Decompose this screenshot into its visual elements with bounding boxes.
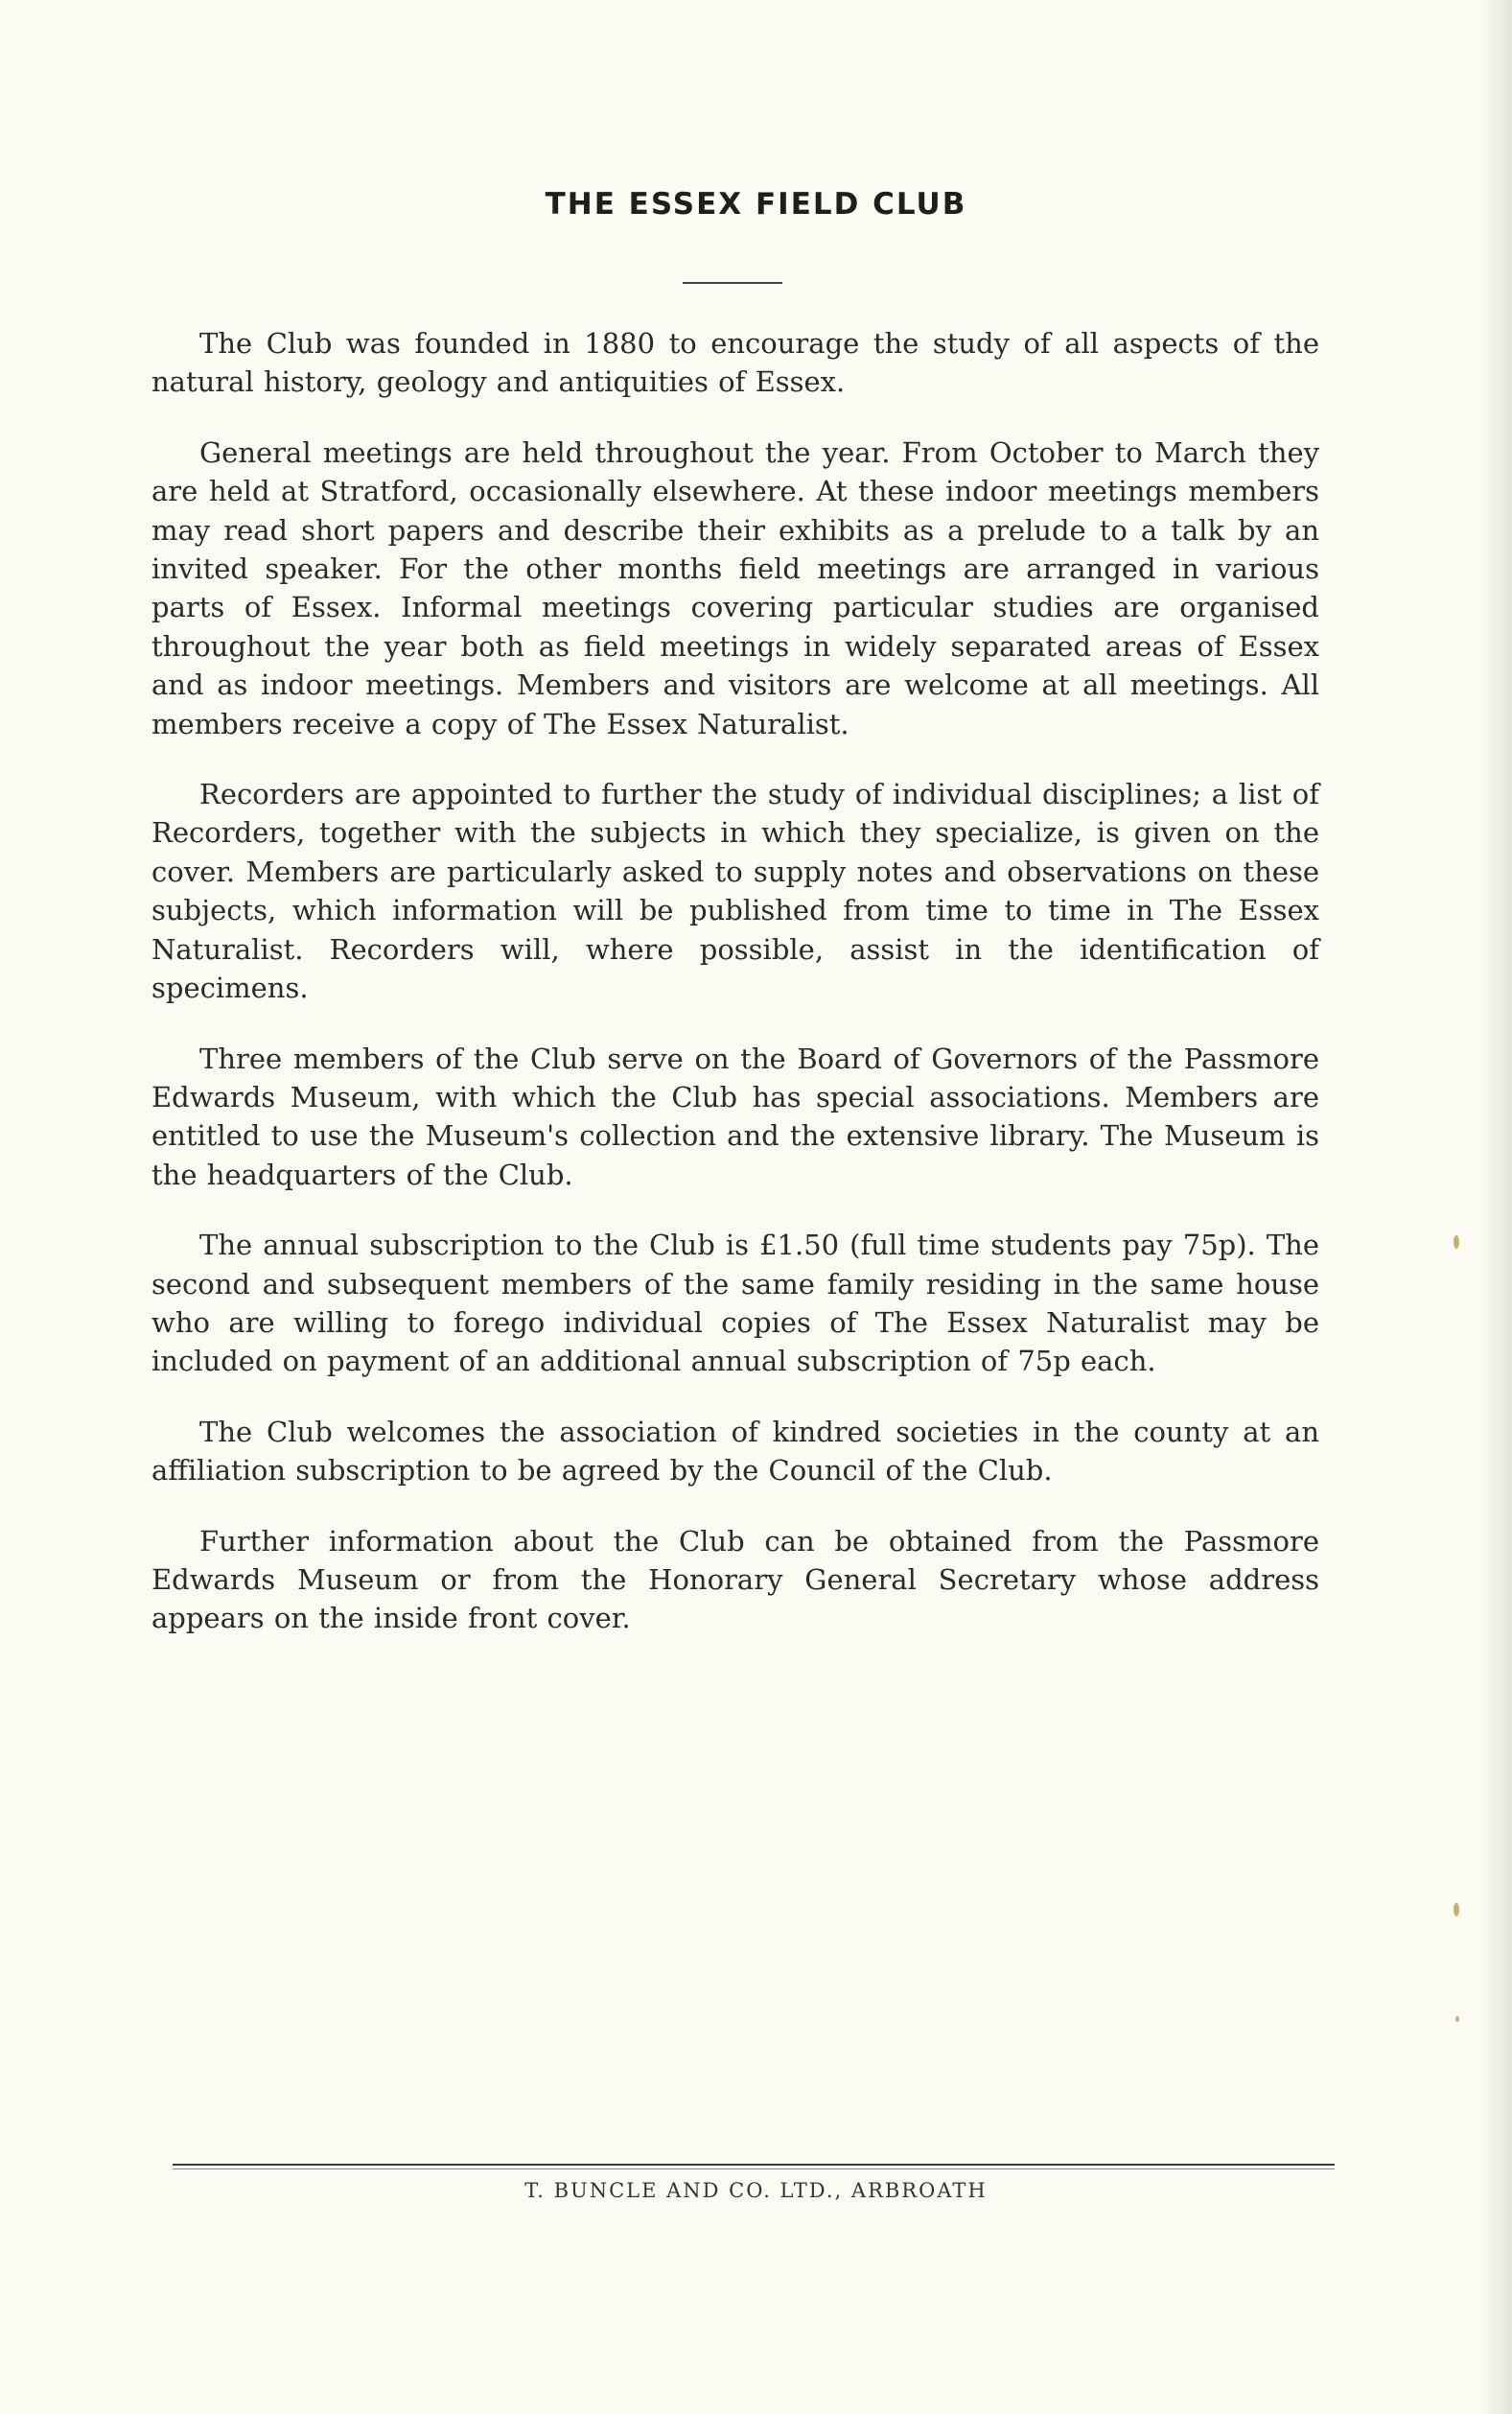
paper-speck <box>1455 2016 1459 2022</box>
paper-speck <box>1454 1235 1459 1249</box>
paragraph-affiliation: The Club welcomes the association of kindred societies in the county at an affiliation subscription to be agreed by the Council of the Club. <box>151 1415 1319 1488</box>
title-divider <box>683 282 782 284</box>
paragraph-subscription: The annual subscription to the Club is £1.50 (full time students pay 75p). The second and subsequent members of the same family residing in the same house who are willing to forego individual copies of The Essex Naturalist may be included on payment of an additional annual subscription of 75p each. <box>151 1229 1319 1378</box>
paragraph-recorders: Recorders are appointed to further the study of individual disciplines; a list of Recorders, together with the subjects in which they specialize, is given on the cover. Members are particularly asked to supply notes and observations on these subjects, which information will be published from time to time in The Essex Naturalist. Recorders will, where possible, assist in the identification of specimens. <box>151 778 1319 1005</box>
paper-speck <box>1454 1903 1459 1916</box>
footer-divider <box>173 2164 1335 2166</box>
body-text <box>151 324 1319 1670</box>
page-edge-shadow <box>1479 0 1512 2414</box>
paragraph-meetings: General meetings are held throughout the year. From October to March they are held at Stratford, occasionally elsewhere. At these indoor meetings members may read short papers and describe their exhibits as a prelude to a talk by an invited speaker. For the other months field meetings are arranged in various parts of Essex. Informal meetings covering particular studies are organised throughout the year both as field meetings in widely separated areas of Essex and as indoor meetings. Members and visitors are welcome at all meetings. All members receive a copy of The Essex Naturalist. <box>151 435 1319 740</box>
paragraph-further-information: Further information about the Club can be obtained from the Passmore Edwards Museum or from the Honorary General Secretary whose address appears on the inside front cover. <box>151 1524 1319 1635</box>
paragraph-museum: Three members of the Club serve on the Board of Governors of the Passmore Edwards Museum, with which the Club has special associations. Members are entitled to use the Museum's collection and the extensive library. The Museum is the headquarters of the Club. <box>151 1042 1319 1191</box>
footer-divider-thin <box>173 2168 1335 2169</box>
printer-imprint: T. BUNCLE AND CO. LTD., ARBROATH <box>524 2179 988 2202</box>
page-title: THE ESSEX FIELD CLUB <box>545 187 967 222</box>
paragraph-founding: The Club was founded in 1880 to encourage the study of all aspects of the natural history, geology and antiquities of Essex. <box>151 327 1319 399</box>
